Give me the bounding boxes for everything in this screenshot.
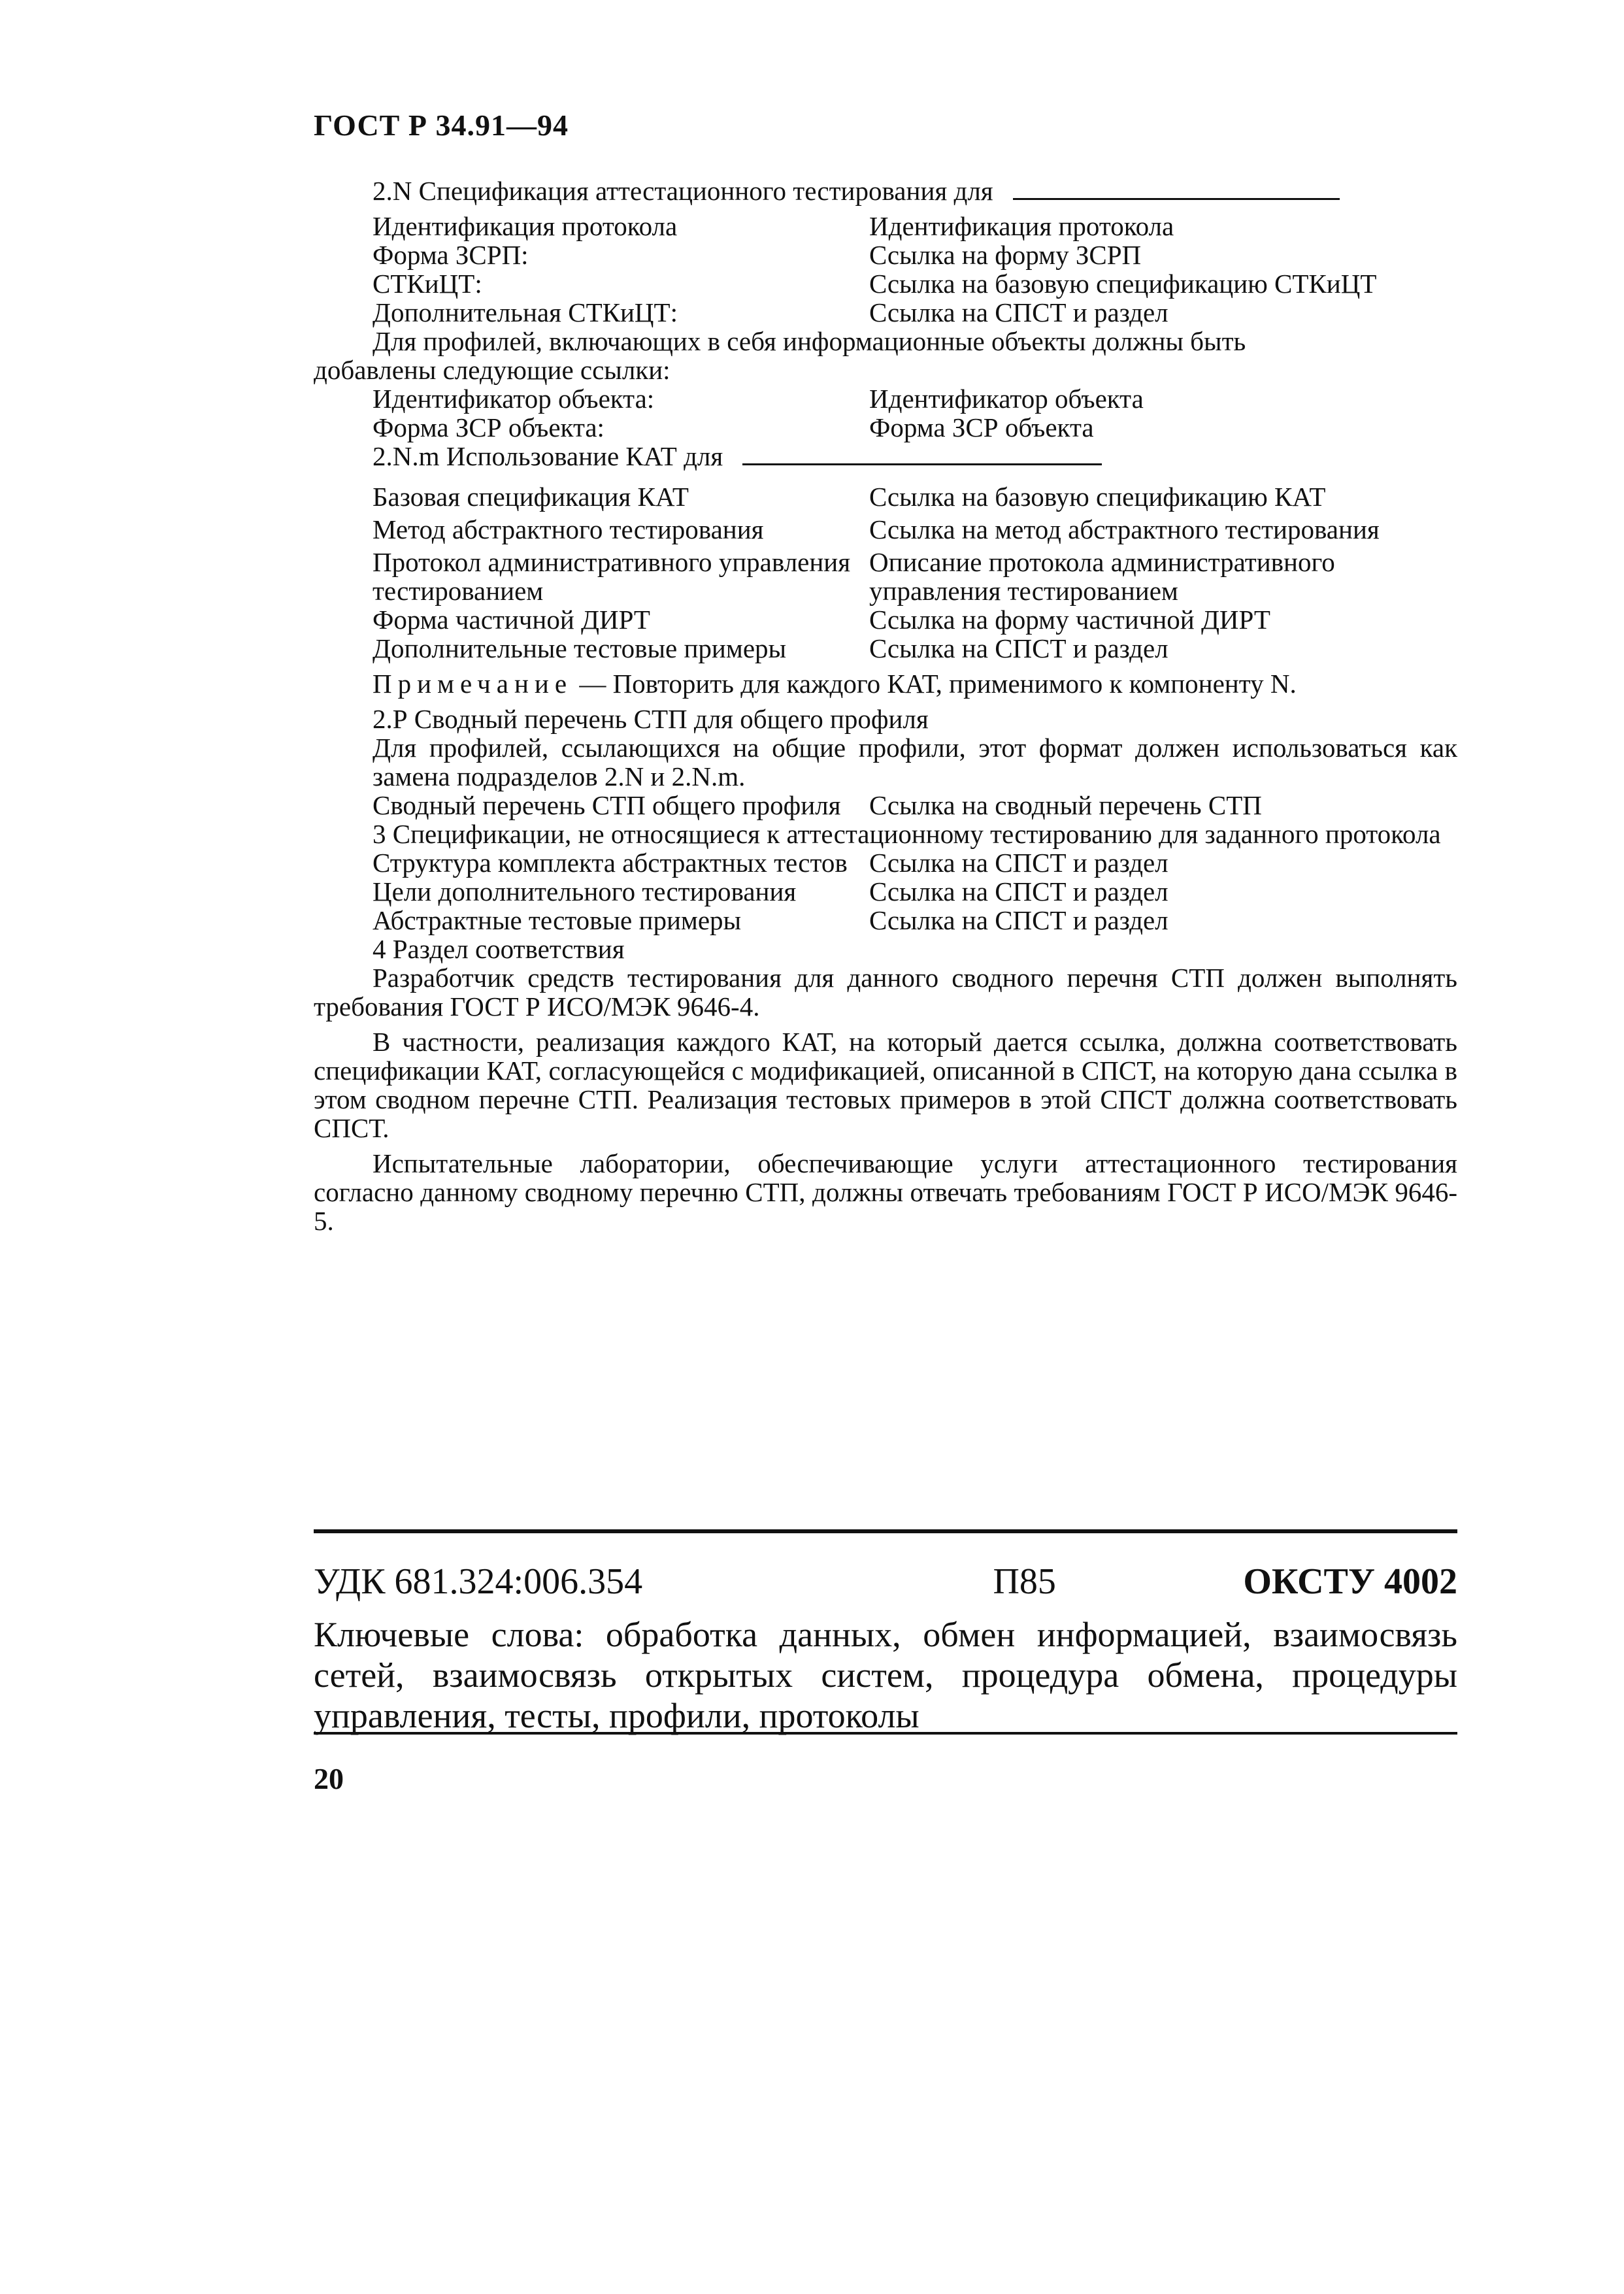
- table-row: Метод абстрактного тестирования Ссылка на метод абстрактного тестирования: [373, 514, 1380, 544]
- table-row: Дополнительные тестовые примеры Ссылка на СПСТ и раздел: [373, 633, 1168, 663]
- table-row: Структура комплекта абстрактных тестов Ссылка на СПСТ и раздел: [373, 848, 1168, 878]
- table-row: Абстрактные тестовые примеры Ссылка на СПСТ и раздел: [373, 905, 1168, 935]
- group-code: П85: [993, 1561, 1056, 1602]
- document-body: [314, 176, 1457, 1235]
- paragraph: Для профилей, включающих в себя информационные объекты должны быть: [373, 326, 1246, 356]
- page-header: ГОСТ Р 34.91—94: [314, 108, 569, 142]
- section-2n-title: 2.N Спецификация аттестационного тестирования для: [314, 176, 1457, 205]
- section-2p-table: [314, 791, 1457, 820]
- table-row: Форма ЗСРП: Ссылка на форму ЗСРП: [373, 240, 1142, 270]
- section-2nm-title: 2.N.m Использование КАТ для: [314, 442, 1457, 471]
- section-2nm-table: [314, 482, 1457, 663]
- table-row: Протокол административного управления тестированием Описание протокола административного управления тестированием: [373, 547, 1335, 606]
- note-label: Примечание: [373, 669, 573, 699]
- table-row: Форма ЗСР объекта: Форма ЗСР объекта: [373, 412, 1094, 442]
- paragraph: Разработчик средств тестирования для данного сводного перечня СТП должен выполнять требования ГОСТ Р ИСО/МЭК 9646-4.: [314, 963, 1457, 1022]
- section-2n-object-table: [314, 384, 1457, 442]
- footer-divider-bottom: [314, 1732, 1457, 1735]
- table-row: СТКиЦТ: Ссылка на базовую спецификацию СТКиЦТ: [373, 269, 1377, 299]
- table-row: Дополнительная СТКиЦТ: Ссылка на СПСТ и раздел: [373, 297, 1168, 327]
- section-3-table: [314, 848, 1457, 935]
- table-row: Идентификация протокола Идентификация протокола: [373, 211, 1174, 241]
- paragraph: В частности, реализация каждого КАТ, на который дается ссылка, должна соответствовать спецификации КАТ, согласующейся с модификацией, описанной в СПСТ, на которую дана ссылка в этом сводном перечне СТП. Реализация тестовых примеров в этой СПСТ должна соответствовать СПСТ.: [314, 1027, 1457, 1143]
- paragraph: добавлены следующие ссылки:: [314, 355, 671, 385]
- paragraph: Испытательные лаборатории, обеспечивающие услуги аттестационного тестирования согласно данному сводному перечню СТП, должны отвечать требованиям ГОСТ Р ИСО/МЭК 9646-5.: [314, 1148, 1457, 1236]
- section-2n-table: [314, 212, 1457, 327]
- paragraph: Для профилей, ссылающихся на общие профили, этот формат должен использоваться как замена подразделов 2.N и 2.N.m.: [373, 733, 1457, 791]
- section-2p-title: 2.Р Сводный перечень СТП для общего профиля: [373, 704, 929, 734]
- footer-divider: [314, 1529, 1457, 1533]
- table-row: Цели дополнительного тестирования Ссылка на СПСТ и раздел: [373, 876, 1168, 906]
- fill-in-line: [1013, 198, 1340, 200]
- table-row: Идентификатор объекта: Идентификатор объекта: [373, 384, 1144, 414]
- note: Примечание — Повторить для каждого КАТ, применимого к компоненту N.: [373, 669, 1297, 699]
- fill-in-line: [742, 463, 1102, 465]
- classification-line: [314, 1562, 1457, 1601]
- okstu-code: ОКСТУ 4002: [1243, 1561, 1457, 1602]
- table-row: Базовая спецификация КАТ Ссылка на базовую спецификацию КАТ: [373, 482, 1326, 512]
- table-row: Сводный перечень СТП общего профиля Ссылка на сводный перечень СТП: [373, 790, 1262, 820]
- section-3-title: 3 Спецификации, не относящиеся к аттестационному тестированию для заданного протокола: [373, 819, 1441, 849]
- udk-code: УДК 681.324:006.354: [314, 1561, 643, 1602]
- table-row: Форма частичной ДИРТ Ссылка на форму частичной ДИРТ: [373, 605, 1270, 635]
- section-4-title: 4 Раздел соответствия: [373, 934, 625, 964]
- page-number: 20: [314, 1762, 344, 1795]
- keywords: Ключевые слова: обработка данных, обмен информацией, взаимосвязь сетей, взаимосвязь открытых систем, процедура обмена, процедуры управления, тесты, профили, протоколы: [314, 1615, 1457, 1735]
